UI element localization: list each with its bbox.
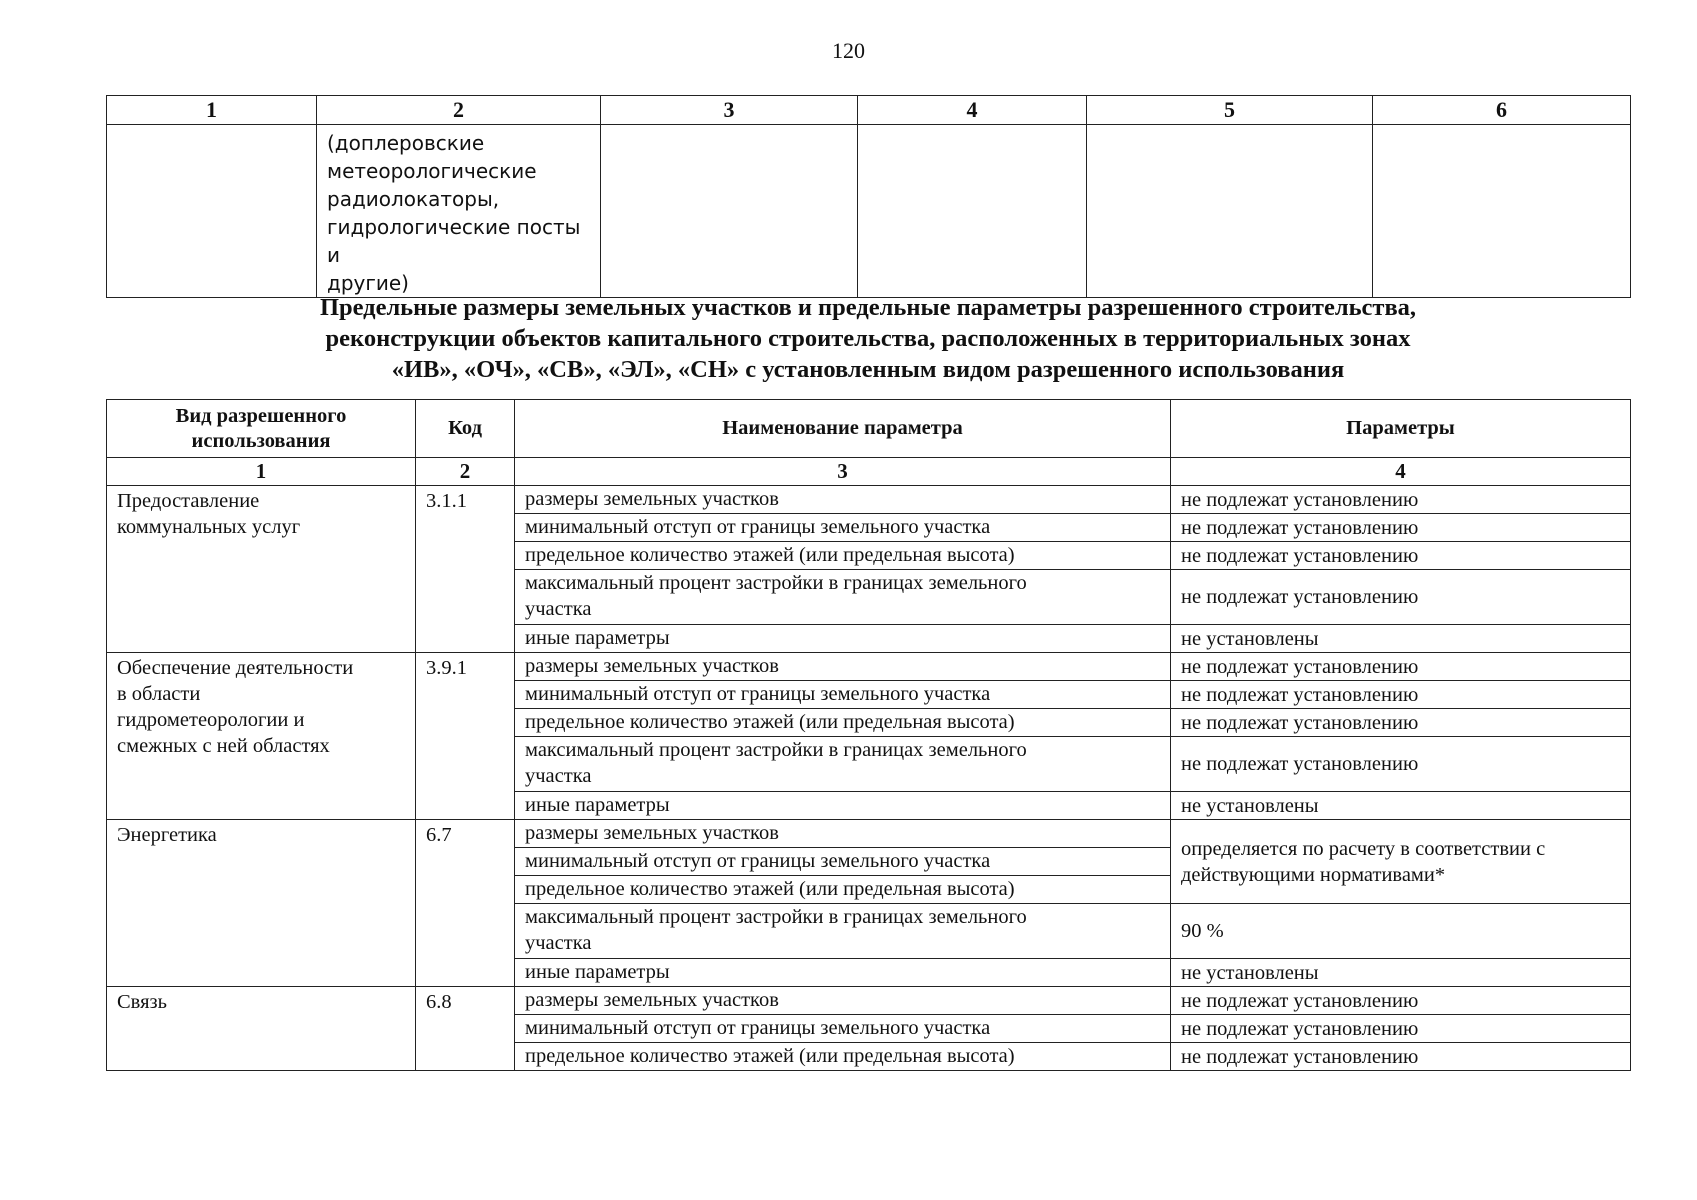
param-name-cell: предельное количество этажей (или предельная высота) [515, 709, 1171, 737]
param-value-cell: не подлежат установлению [1171, 987, 1631, 1015]
section-title-line: реконструкции объектов капитального строительства, расположенных в территориальных зонах [325, 325, 1411, 352]
code-cell: 6.8 [416, 987, 515, 1071]
note-line: другие) [327, 271, 409, 295]
parameters-table [106, 399, 1631, 1071]
column-header: 2 [317, 96, 601, 125]
param-value-cell: не подлежат установлению [1171, 570, 1631, 625]
section-title [106, 292, 1630, 385]
column-header: 6 [1373, 96, 1631, 125]
param-name-cell: предельное количество этажей (или предельная высота) [515, 542, 1171, 570]
column-header: 1 [107, 96, 317, 125]
section-title-line: «ИВ», «ОЧ», «СВ», «ЭЛ», «СН» с установленным видом разрешенного использования [391, 356, 1345, 383]
note-cell [317, 125, 601, 298]
param-value-cell: определяется по расчету в соответствии с действующими нормативами* [1171, 820, 1631, 904]
use-kind-cell: Обеспечение деятельности в области гидрометеорологии и смежных с ней областях [107, 653, 416, 820]
header-param-name: Наименование параметра [515, 400, 1171, 458]
code-cell: 6.7 [416, 820, 515, 987]
param-name-cell: минимальный отступ от границы земельного участка [515, 681, 1171, 709]
code-cell: 3.1.1 [416, 486, 515, 653]
param-value-cell: не подлежат установлению [1171, 514, 1631, 542]
column-header: 5 [1087, 96, 1373, 125]
table-row [107, 987, 1631, 1015]
param-value-cell: не подлежат установлению [1171, 486, 1631, 514]
header-kind: Вид разрешенного использования [107, 400, 416, 458]
param-name-cell: предельное количество этажей (или предельная высота) [515, 876, 1171, 904]
param-value-cell: не подлежат установлению [1171, 542, 1631, 570]
param-value-cell: не подлежат установлению [1171, 737, 1631, 792]
param-value-cell: не установлены [1171, 959, 1631, 987]
param-name-cell: предельное количество этажей (или предельная высота) [515, 1043, 1171, 1071]
continuation-table [106, 95, 1631, 298]
param-name-cell: иные параметры [515, 625, 1171, 653]
param-value-cell: не подлежат установлению [1171, 653, 1631, 681]
param-name-cell: размеры земельных участков [515, 987, 1171, 1015]
column-number: 4 [1171, 458, 1631, 486]
param-name-cell: максимальный процент застройки в границах земельного участка [515, 737, 1171, 792]
column-header: 4 [858, 96, 1087, 125]
param-name-cell: иные параметры [515, 959, 1171, 987]
table-row [107, 653, 1631, 681]
param-name-cell: максимальный процент застройки в границах земельного участка [515, 570, 1171, 625]
column-header: 3 [601, 96, 858, 125]
use-kind-cell: Энергетика [107, 820, 416, 987]
param-value-cell: 90 % [1171, 904, 1631, 959]
param-name-cell: иные параметры [515, 792, 1171, 820]
column-number: 2 [416, 458, 515, 486]
param-name-cell: минимальный отступ от границы земельного участка [515, 514, 1171, 542]
param-name-cell: максимальный процент застройки в границах земельного участка [515, 904, 1171, 959]
header-code: Код [416, 400, 515, 458]
param-name-cell: минимальный отступ от границы земельного участка [515, 848, 1171, 876]
param-value-cell: не подлежат установлению [1171, 1043, 1631, 1071]
use-kind-cell: Предоставление коммунальных услуг [107, 486, 416, 653]
table-row [107, 486, 1631, 514]
note-line: (доплеровские [327, 131, 485, 155]
table-row [107, 125, 1631, 298]
param-name-cell: минимальный отступ от границы земельного участка [515, 1015, 1171, 1043]
param-value-cell: не подлежат установлению [1171, 709, 1631, 737]
param-name-cell: размеры земельных участков [515, 486, 1171, 514]
param-name-cell: размеры земельных участков [515, 820, 1171, 848]
page-number: 120 [832, 38, 865, 63]
param-value-cell: не подлежат установлению [1171, 681, 1631, 709]
code-cell: 3.9.1 [416, 653, 515, 820]
param-value-cell: не установлены [1171, 792, 1631, 820]
column-number: 1 [107, 458, 416, 486]
note-line: метеорологические [327, 159, 537, 183]
param-value-cell: не установлены [1171, 625, 1631, 653]
note-line: радиолокаторы, [327, 187, 500, 211]
table-row [107, 820, 1631, 848]
header-params: Параметры [1171, 400, 1631, 458]
note-line: гидрологические посты и [327, 215, 581, 267]
param-name-cell: размеры земельных участков [515, 653, 1171, 681]
section-title-line: Предельные размеры земельных участков и предельные параметры разрешенного строительства, [319, 294, 1417, 321]
param-value-cell: не подлежат установлению [1171, 1015, 1631, 1043]
use-kind-cell: Связь [107, 987, 416, 1071]
column-number: 3 [515, 458, 1171, 486]
